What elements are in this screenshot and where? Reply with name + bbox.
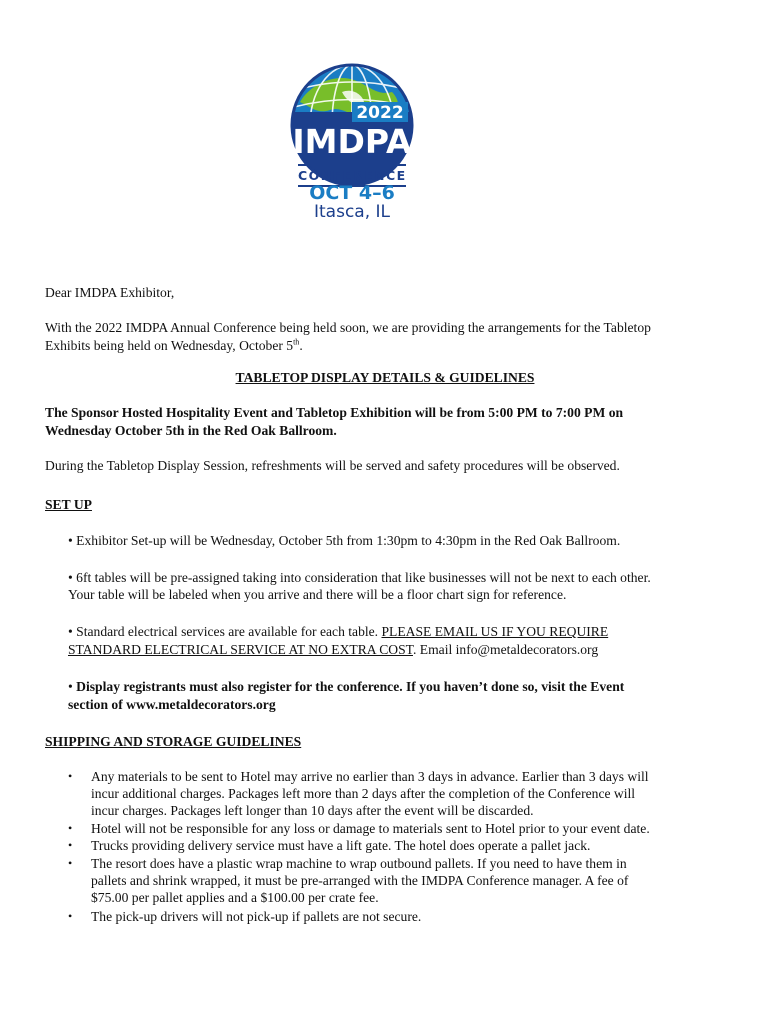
shipping-item-2: Hotel will not be responsible for any loss or damage to materials sent to Hotel prior to your event date. (91, 821, 650, 836)
logo-year: 2022 (356, 103, 404, 123)
shipping-item-4-line-3: $75.00 per pallet applies and a $100.00 per crate fee. (91, 890, 379, 905)
shipping-item-4-line-1: The resort does have a plastic wrap machine to wrap outbound pallets. If you need to have them in (91, 856, 627, 871)
intro-line-1: With the 2022 IMDPA Annual Conference being held soon, we are providing the arrangements for the Tabletop (45, 320, 651, 335)
session-note: During the Tabletop Display Session, refreshments will be served and safety procedures will be observed. (45, 458, 620, 473)
setup-item-2-line-2: Your table will be labeled when you arrive and there will be a floor chart sign for reference. (68, 587, 567, 602)
setup-item-1: • Exhibitor Set-up will be Wednesday, October 5th from 1:30pm to 4:30pm in the Red Oak Ballroom. (68, 533, 621, 548)
setup-item-2-line-1: • 6ft tables will be pre-assigned taking into consideration that like businesses will not be next to each other. (68, 570, 651, 585)
bullet-icon: • (68, 856, 73, 870)
logo-name: IMDPA (292, 122, 412, 161)
shipping-item-1-line-1: Any materials to be sent to Hotel may arrive no earlier than 3 days in advance. Earlier than 3 days will (91, 769, 649, 784)
section-heading-setup: SET UP (45, 497, 92, 512)
bullet-icon: • (68, 533, 77, 548)
section-heading-shipping: SHIPPING AND STORAGE GUIDELINES (45, 734, 302, 749)
shipping-item-5: The pick-up drivers will not pick-up if pallets are not secure. (91, 909, 422, 924)
setup-item-3-line-2: STANDARD ELECTRICAL SERVICE AT NO EXTRA COST. Email info@metaldecorators.org (68, 642, 599, 657)
bullet-icon: • (68, 679, 77, 694)
section-heading-tabletop: TABLETOP DISPLAY DETAILS & GUIDELINES (235, 370, 535, 385)
salutation: Dear IMDPA Exhibitor, (45, 285, 175, 300)
bullet-icon: • (68, 821, 73, 835)
logo-subtitle: CONFERENCE (282, 164, 422, 187)
shipping-item-1-line-3: incur charges. Packages left longer than 10 days after the event will be discarded. (91, 803, 534, 818)
shipping-item-3: Trucks providing delivery service must have a lift gate. The hotel does operate a pallet jack. (91, 838, 591, 853)
setup-item-3-line-1: • Standard electrical services are available for each table. PLEASE EMAIL US IF YOU REQUIRE (68, 624, 609, 639)
setup-item-4-line-1: • Display registrants must also register for the conference. If you haven’t done so, visit the Event (68, 679, 625, 694)
conference-logo (282, 62, 422, 232)
intro-line-2: Exhibits being held on Wednesday, October 5th. (45, 337, 303, 353)
event-line-2: Wednesday October 5th in the Red Oak Ballroom. (45, 423, 337, 438)
bullet-icon: • (68, 624, 77, 639)
bullet-icon: • (68, 838, 73, 852)
event-line-1: The Sponsor Hosted Hospitality Event and Tabletop Exhibition will be from 5:00 PM to 7:00 PM on (45, 405, 624, 420)
ordinal-superscript: th (293, 337, 300, 347)
bullet-icon: • (68, 909, 73, 923)
shipping-item-1-line-2: incur additional charges. Packages left more than 2 days after the completion of the Conference will (91, 786, 636, 801)
bullet-icon: • (68, 570, 77, 585)
setup-item-4-line-2: section of www.metaldecorators.org (68, 697, 276, 712)
logo-dates: OCT 4–6 (309, 182, 395, 204)
logo-location: Itasca, IL (313, 202, 390, 222)
shipping-item-4-line-2: pallets and shrink wrapped, it must be pre-arranged with the IMDPA Conference manager. A fee of (91, 873, 629, 888)
bullet-icon: • (68, 769, 73, 783)
